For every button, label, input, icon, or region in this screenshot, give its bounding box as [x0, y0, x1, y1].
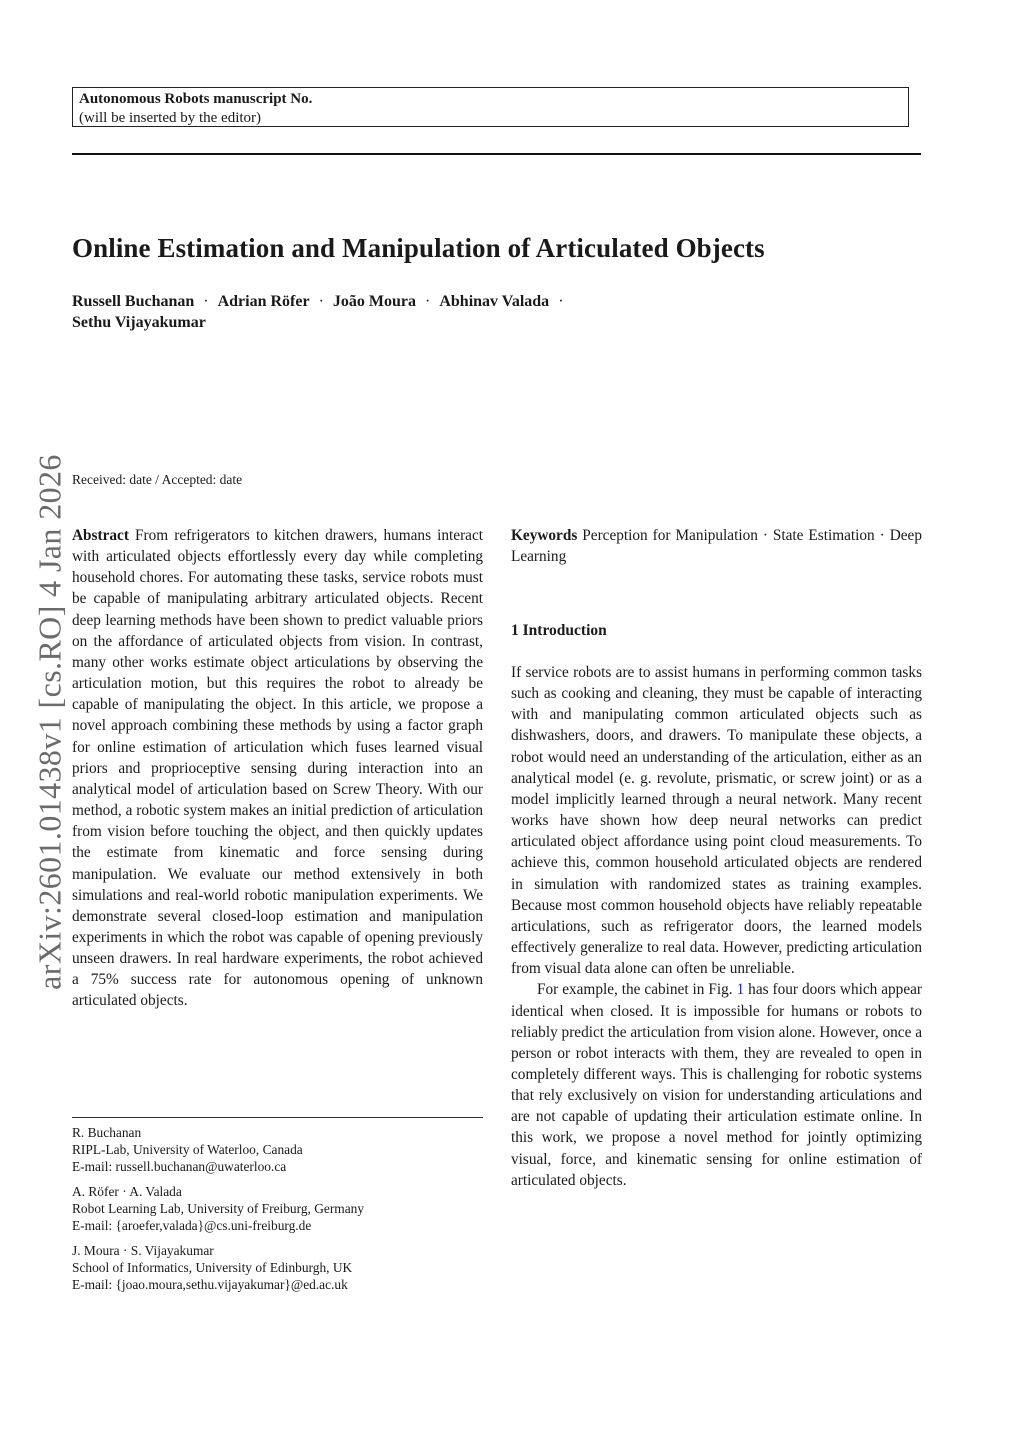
author-list — [72, 291, 922, 333]
author-separator: · — [203, 293, 209, 310]
affiliation-email: E-mail: {joao.moura,sethu.vijayakumar}@ed.ac.uk — [72, 1277, 348, 1292]
affiliation-block — [72, 1242, 492, 1293]
affiliation-email: E-mail: {aroefer,valada}@cs.uni-freiburg.de — [72, 1218, 312, 1233]
abstract-text: From refrigerators to kitchen drawers, humans interact with articulated objects effortlessly every day while completing household chores. For automating these tasks, service robots must be capable of manipulating arbitrary articulated objects. Recent deep learning methods have been shown to predict valuable priors on the affordance of articulated objects from vision. In contrast, many other works estimate object articulations by observing the articulation motion, but this requires the robot to already be capable of manipulating the object. In this article, we propose a novel approach combining these methods by using a factor graph for online estimation of articulation which fuses learned visual priors and proprioceptive sensing during interaction into an analytical model of articulation based on Screw Theory. With our method, a robotic system makes an initial prediction of articulation from vision before touching the object, and then quickly updates the estimate from kinematic and force sensing during manipulation. We evaluate our method extensively in both simulations and real-world robotic manipulation experiments. We demonstrate several closed-loop estimation and manipulation experiments in which the robot was capable of opening previously unseen drawers. In real hardware experiments, the robot achieved a 75% success rate for autonomous opening of unknown articulated objects. — [72, 527, 483, 1010]
paper-title: Online Estimation and Manipulation of Articulated Objects — [72, 233, 765, 263]
arxiv-id: arXiv:2601.01438v1 [cs.RO] 4 Jan 2026 — [31, 454, 68, 990]
keywords-label: Keywords — [511, 527, 578, 544]
author-separator: · — [425, 293, 431, 310]
manuscript-box — [72, 87, 909, 127]
affiliation-names: J. Moura · S. Vijayakumar — [72, 1243, 214, 1258]
received-date: Received: date / Accepted: date — [72, 472, 243, 487]
author-separator: · — [558, 293, 564, 310]
author-name: João Moura — [332, 293, 417, 310]
author-name: Abhinav Valada — [439, 293, 550, 310]
abstract-label: Abstract — [72, 527, 129, 544]
figure-reference-link[interactable]: 1 — [736, 981, 745, 999]
header-rule — [72, 153, 921, 155]
affiliation-email: E-mail: russell.buchanan@uwaterloo.ca — [72, 1159, 287, 1174]
affiliation-block — [72, 1183, 492, 1234]
affiliation-institution: RIPL-Lab, University of Waterloo, Canada — [72, 1142, 303, 1157]
keywords-text: Perception for Manipulation · State Estimation · Deep Learning — [511, 527, 922, 566]
section-heading-introduction: 1 Introduction — [511, 622, 607, 639]
introduction-body — [511, 662, 922, 1191]
affiliation-institution: School of Informatics, University of Edinburgh, UK — [72, 1260, 353, 1275]
author-separator: · — [318, 293, 324, 310]
intro-paragraph — [511, 979, 922, 1191]
author-name: Russell Buchanan — [72, 293, 195, 310]
author-name: Sethu Vijayakumar — [72, 314, 206, 331]
footnote-rule — [72, 1117, 483, 1118]
intro-text: has four doors which appear identical when closed. It is impossible for humans or robots to reliably predict the articulation from vision alone. However, once a person or robot interacts with them, they are revealed to open in completely different ways. This is challenging for robotic systems that rely exclusively on vision for understanding articulations and are not capable of updating their articulation estimate online. In this work, we propose a novel method for jointly optimizing visual, force, and kinematic sensing for online estimation of articulated objects. — [511, 981, 922, 1189]
editor-note: (will be inserted by the editor) — [79, 110, 262, 126]
author-name: Adrian Röfer — [217, 293, 310, 310]
affiliation-names: R. Buchanan — [72, 1125, 142, 1140]
affiliation-names: A. Röfer · A. Valada — [72, 1184, 182, 1199]
intro-text: For example, the cabinet in Fig. — [537, 981, 737, 999]
affiliation-block — [72, 1124, 492, 1175]
affiliation-institution: Robot Learning Lab, University of Freiburg, Germany — [72, 1201, 365, 1216]
abstract — [72, 525, 483, 1012]
manuscript-number-label: Autonomous Robots manuscript No. — [79, 91, 313, 107]
keywords — [511, 525, 922, 567]
intro-paragraph: If service robots are to assist humans in performing common tasks such as cooking and cleaning, they must be capable of interacting with and manipulating common articulated objects such as dishwashers, doors, and drawers. To manipulate these objects, a robot would need an understanding of the articulation, either as an analytical model (e. g. revolute, prismatic, or screw joint) or as a model implicitly learned through a neural network. Many recent works have shown how deep neural networks can predict articulated object affordance using point cloud measurements. To achieve this, common household articulated objects are rendered in simulation with randomized states as training examples. Because most common household objects have reliably repeatable articulations, such as refrigerator doors, the learned models effectively generalize to real data. However, predicting articulation from visual data alone can often be unreliable. — [511, 664, 922, 978]
